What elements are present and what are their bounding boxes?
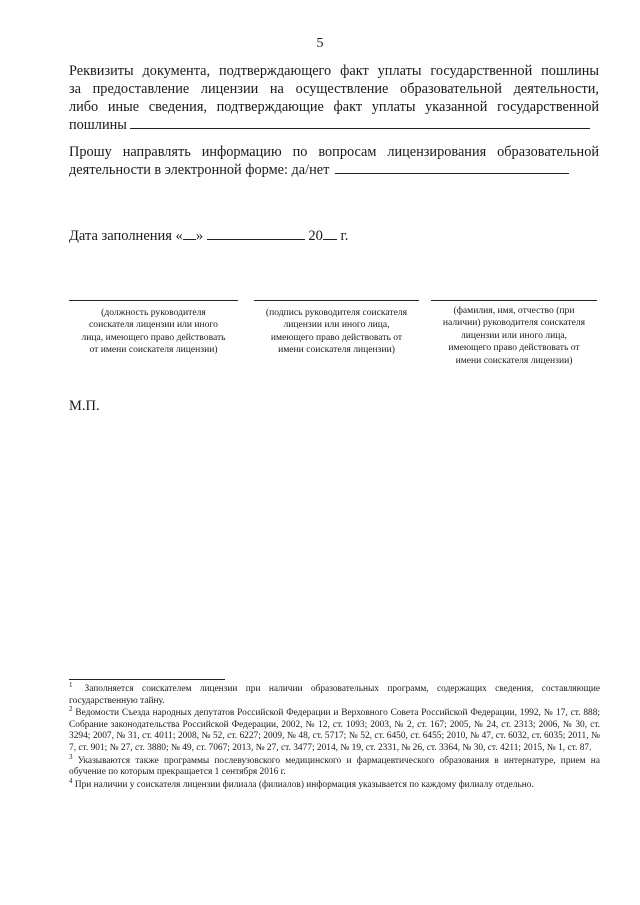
footnote-3 (69, 752, 600, 779)
footnote-number: 1 (69, 680, 73, 689)
footnote-1 (69, 680, 600, 707)
stamp-label: М.П. (69, 398, 100, 414)
payment-line-4 (69, 116, 599, 134)
position-signature-line[interactable] (69, 300, 238, 301)
date-suffix: г. (340, 228, 349, 244)
signature-line[interactable] (254, 300, 419, 301)
date-year-prefix: 20 (308, 228, 323, 244)
payment-line-2: за предоставление лицензии на осуществление образовательной деятельности, (69, 81, 599, 97)
signature-section (69, 300, 597, 400)
page-number: 5 (316, 36, 324, 51)
position-caption: (должность руководителя соискателя лицензии или иного лица, имеющего право действовать от имени соискателя лицензии) (81, 307, 226, 356)
footnote-text: При наличии у соискателя лицензии филиала (филиалов) информация указывается по каждому филиалу отдельно. (74, 779, 534, 790)
payment-line-3: либо иные сведения, подтверждающие факт уплаты указанной государственной (69, 99, 599, 115)
payment-requisites-paragraph (69, 62, 599, 134)
payment-blank-field[interactable] (130, 116, 590, 129)
payment-line-1: Реквизиты документа, подтверждающего факт уплаты государственной пошлины (69, 63, 599, 79)
footnote-text: Указываются также программы послевузовского медицинского и фармацевтического образования в интернатуре, прием на обучение по которым прекращается 1 сентября 2016 г. (69, 755, 600, 778)
electronic-answer-field[interactable] (335, 161, 569, 174)
date-month-field[interactable] (207, 227, 305, 240)
electronic-request-paragraph (69, 143, 599, 179)
footnote-text: Ведомости Съезда народных депутатов Российской Федерации и Верховного Совета Российской Федерации, 1992, № 17, ст. 888; Собрание законодательства Российской Федерации, 2002, № 12, ст. 1093; 2003, № 2, ст. 167; 2005, № 24, ст. 2313; 2006, № 30, ст. 3294; 2007, № 31, ст. 4011; 2008, № 52, ст. 6227; 2009, № 48, ст. 5717; № 52, ст. 6450, ст. 6455; 2010, № 47, ст. 6032, ст. 6035; 2011, № 7, ст. 901; № 27, ст. 3880; № 49, ст. 7067; 2013, № 27, ст. 3477; 2014, № 19, ст. 2331, № 26, ст. 3364, № 30, ст. 4211; 2015, № 1, ст. 87. (69, 708, 601, 753)
electronic-line-1: Прошу направлять информацию по вопросам лицензирования образовательной (69, 144, 599, 160)
date-mid: » (195, 228, 204, 244)
payment-last-word: пошлины (69, 117, 127, 133)
full-name-caption: (фамилия, имя, отчество (при наличии) руководителя соискателя лицензии или иного лица, имеющего право действовать от имени соискателя лицензии) (442, 305, 586, 366)
date-year-field[interactable] (323, 227, 337, 240)
footnote-2 (69, 705, 601, 754)
footnote-4 (69, 776, 600, 792)
electronic-line-2 (69, 161, 599, 179)
footnote-number: 3 (69, 752, 73, 761)
footnote-text: Заполняется соискателем лицензии при наличии образовательных программ, содержащих сведения, составляющие государственную тайну. (69, 684, 600, 706)
footnote-number: 4 (69, 776, 73, 785)
footnote-number: 2 (69, 705, 73, 714)
fill-date-row (69, 227, 599, 245)
full-name-signature-line[interactable] (431, 300, 597, 301)
footnotes (69, 680, 601, 792)
date-prefix: Дата заполнения « (69, 228, 183, 244)
electronic-label: деятельности в электронной форме: да/нет (69, 162, 330, 178)
date-day-field[interactable] (183, 227, 196, 240)
signature-caption: (подпись руководителя соискателя лицензии или иного лица, имеющего право действовать от имени соискателя лицензии) (265, 307, 408, 356)
footnote-separator (69, 679, 225, 680)
